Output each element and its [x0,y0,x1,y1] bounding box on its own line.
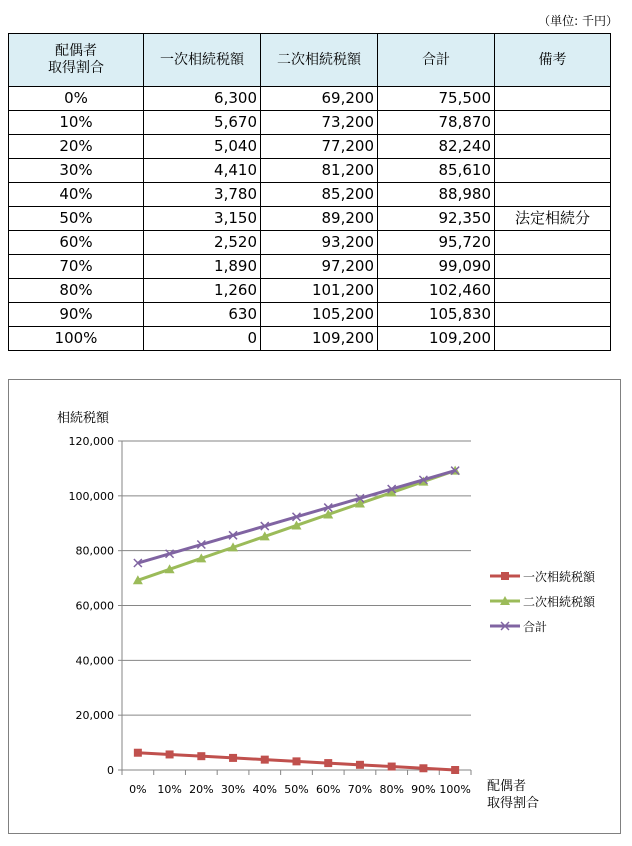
table-row [9,111,611,135]
cell-total: 88,980 [378,183,495,207]
cell-second-tax: 73,200 [261,111,378,135]
cell-total: 99,090 [378,255,495,279]
cell-total: 105,830 [378,303,495,327]
cell-total: 109,200 [378,327,495,351]
cell-second-tax: 81,200 [261,159,378,183]
cell-remarks [495,231,611,255]
cell-remarks: 法定相続分 [495,207,611,231]
cell-ratio: 0% [9,87,144,111]
x-tick-label: 90% [411,783,436,796]
cell-total: 85,610 [378,159,495,183]
data-point [229,754,237,762]
x-tick-label: 60% [316,783,341,796]
cell-remarks [495,111,611,135]
cell-first-tax: 0 [144,327,261,351]
x-tick-label: 20% [189,783,214,796]
y-tick-label: 20,000 [75,709,114,723]
y-tick-label: 0 [107,764,114,777]
x-tick-label: 10% [157,783,182,796]
cell-second-tax: 97,200 [261,255,378,279]
data-point [419,764,427,772]
cell-second-tax: 69,200 [261,87,378,111]
cell-second-tax: 101,200 [261,279,378,303]
data-point [261,756,269,764]
header-spouse-ratio: 配偶者 取得割合 [9,34,144,87]
legend-label: 合計 [523,620,548,634]
cell-second-tax: 77,200 [261,135,378,159]
cell-remarks [495,279,611,303]
table-row [9,303,611,327]
cell-first-tax: 2,520 [144,231,261,255]
table-row [9,279,611,303]
table-row [9,87,611,111]
legend-label: 二次相続税額 [523,595,596,609]
x-tick-label: 80% [379,783,404,796]
cell-total: 95,720 [378,231,495,255]
cell-first-tax: 5,040 [144,135,261,159]
cell-total: 75,500 [378,87,495,111]
cell-first-tax: 4,410 [144,159,261,183]
x-tick-label: 100% [439,783,471,796]
cell-remarks [495,183,611,207]
x-axis-label: 配偶者取得割合 [487,779,540,811]
cell-ratio: 100% [9,327,144,351]
header-first-tax: 一次相続税額 [144,34,261,87]
y-tick-label: 100,000 [68,489,114,503]
y-axis-label: 相続税額 [57,411,110,426]
data-point [356,761,364,769]
cell-first-tax: 3,150 [144,207,261,231]
x-tick-label: 70% [347,783,373,796]
header-second-tax: 二次相続税額 [261,34,378,87]
table-row [9,183,611,207]
cell-first-tax: 630 [144,303,261,327]
header-total: 合計 [378,34,495,87]
y-tick-label: 60,000 [75,599,114,613]
cell-first-tax: 6,300 [144,87,261,111]
cell-second-tax: 109,200 [261,327,378,351]
table-row [9,159,611,183]
cell-total: 82,240 [378,135,495,159]
cell-second-tax: 89,200 [261,207,378,231]
table-row [9,231,611,255]
cell-total: 92,350 [378,207,495,231]
y-tick-label: 40,000 [75,654,114,668]
y-tick-label: 80,000 [75,544,114,558]
table-header-row [9,34,611,87]
header-remarks: 備考 [495,34,611,87]
x-tick-label: 50% [284,783,309,796]
x-tick-label: 30% [220,783,246,796]
cell-second-tax: 105,200 [261,303,378,327]
cell-total: 102,460 [378,279,495,303]
cell-ratio: 80% [9,279,144,303]
legend-label: 一次相続税額 [523,570,596,584]
data-point [324,759,332,767]
data-point [293,757,301,765]
cell-ratio: 30% [9,159,144,183]
cell-first-tax: 1,890 [144,255,261,279]
cell-ratio: 50% [9,207,144,231]
cell-remarks [495,135,611,159]
cell-ratio: 20% [9,135,144,159]
cell-remarks [495,87,611,111]
cell-ratio: 10% [9,111,144,135]
cell-remarks [495,303,611,327]
cell-total: 78,870 [378,111,495,135]
cell-remarks [495,159,611,183]
y-tick-label: 120,000 [68,435,114,448]
cell-remarks [495,327,611,351]
table-row [9,207,611,231]
cell-first-tax: 5,670 [144,111,261,135]
unit-note: （単位: 千円） [538,14,618,28]
cell-ratio: 90% [9,303,144,327]
data-point [197,752,205,760]
x-tick-label: 40% [252,783,277,796]
table-row [9,327,611,351]
line-chart [9,380,620,833]
cell-remarks [495,255,611,279]
cell-first-tax: 1,260 [144,279,261,303]
tax-table [8,33,611,351]
cell-second-tax: 85,200 [261,183,378,207]
data-point [134,749,142,757]
cell-ratio: 70% [9,255,144,279]
data-point [388,763,396,771]
cell-second-tax: 93,200 [261,231,378,255]
x-tick-label: 0% [129,783,147,796]
cell-ratio: 60% [9,231,144,255]
data-point [451,766,459,774]
cell-ratio: 40% [9,183,144,207]
data-point [166,750,174,758]
table-row [9,135,611,159]
legend-marker [501,572,509,580]
chart-container [8,379,621,834]
cell-first-tax: 3,780 [144,183,261,207]
table-row [9,255,611,279]
